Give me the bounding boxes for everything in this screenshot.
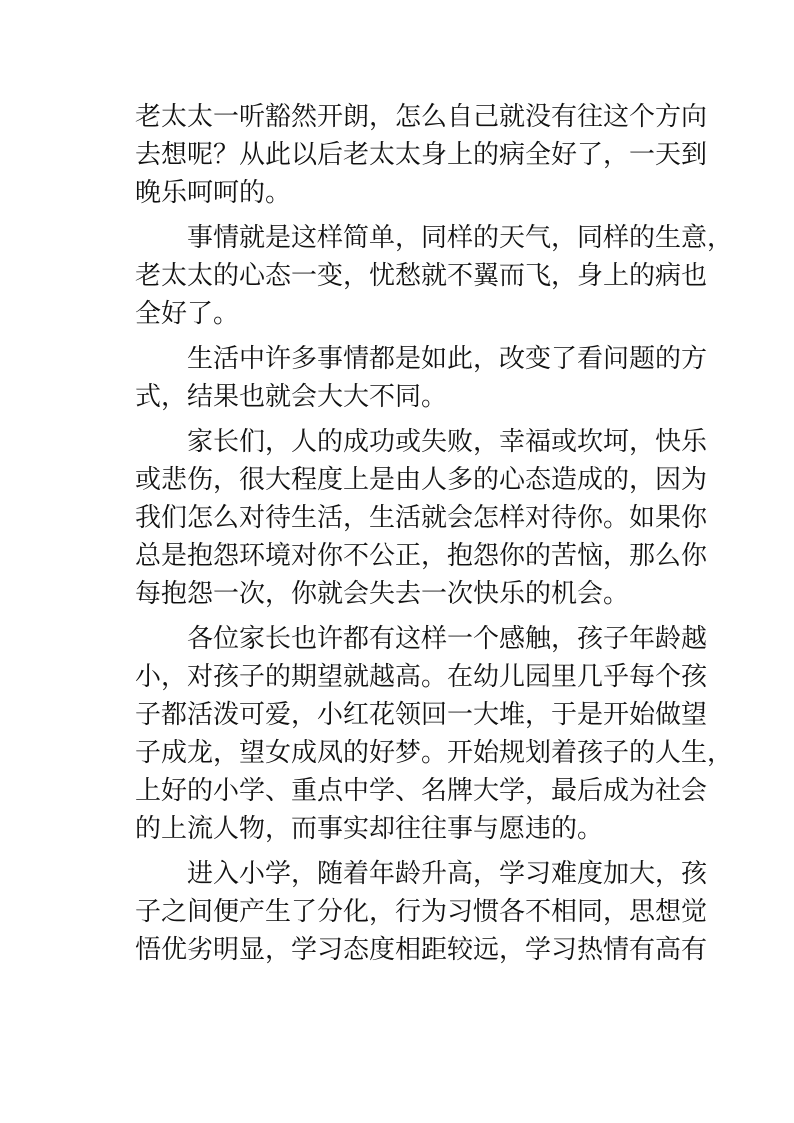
text-line: 的上流人物，而事实却往往事与愿违的。	[135, 814, 604, 844]
paragraph	[135, 219, 734, 333]
text-line: 悟优劣明显，学习态度相距较远，学习热情有高有	[135, 935, 708, 965]
text-line: 总是抱怨环境对你不公正，抱怨你的苦恼，那么你	[135, 541, 708, 571]
text-line: 晚乐呵呵的。	[135, 178, 292, 208]
text-line: 进入小学，随着年龄升高，学习难度加大，孩	[187, 859, 708, 889]
text-line: 上好的小学、重点中学、名牌大学，最后成为社会	[135, 776, 708, 806]
paragraph	[135, 98, 708, 212]
body-text	[135, 98, 734, 976]
text-line: 生活中许多事情都是如此，改变了看问题的方	[187, 344, 708, 374]
text-line: 或悲伤，很大程度上是由人多的心态造成的，因为	[135, 465, 708, 495]
paragraph	[135, 855, 708, 969]
text-line: 老太太一听豁然开朗，怎么自己就没有往这个方向	[135, 102, 708, 132]
text-line: 老太太的心态一变，忧愁就不翼而飞，身上的病也	[135, 261, 708, 291]
text-line: 小，对孩子的期望就越高。在幼儿园里几乎每个孩	[135, 662, 708, 692]
paragraph	[135, 620, 734, 848]
text-line: 事情就是这样简单，同样的天气，同样的生意，	[187, 223, 734, 253]
text-line: 子成龙，望女成凤的好梦。开始规划着孩子的人生，	[135, 738, 734, 768]
text-line: 子都活泼可爱，小红花领回一大堆，于是开始做望	[135, 700, 708, 730]
paragraph	[135, 423, 708, 613]
text-line: 去想呢？从此以后老太太身上的病全好了，一天到	[135, 140, 708, 170]
text-line: 子之间便产生了分化，行为习惯各不相同，思想觉	[135, 897, 708, 927]
text-line: 我们怎么对待生活，生活就会怎样对待你。如果你	[135, 503, 708, 533]
text-line: 全好了。	[135, 299, 240, 329]
text-line: 式，结果也就会大大不同。	[135, 382, 448, 412]
text-line: 家长们，人的成功或失败，幸福或坎坷，快乐	[187, 427, 708, 457]
paragraph	[135, 340, 708, 416]
text-line: 各位家长也许都有这样一个感触，孩子年龄越	[187, 624, 708, 654]
text-line: 每抱怨一次，你就会失去一次快乐的机会。	[135, 579, 630, 609]
